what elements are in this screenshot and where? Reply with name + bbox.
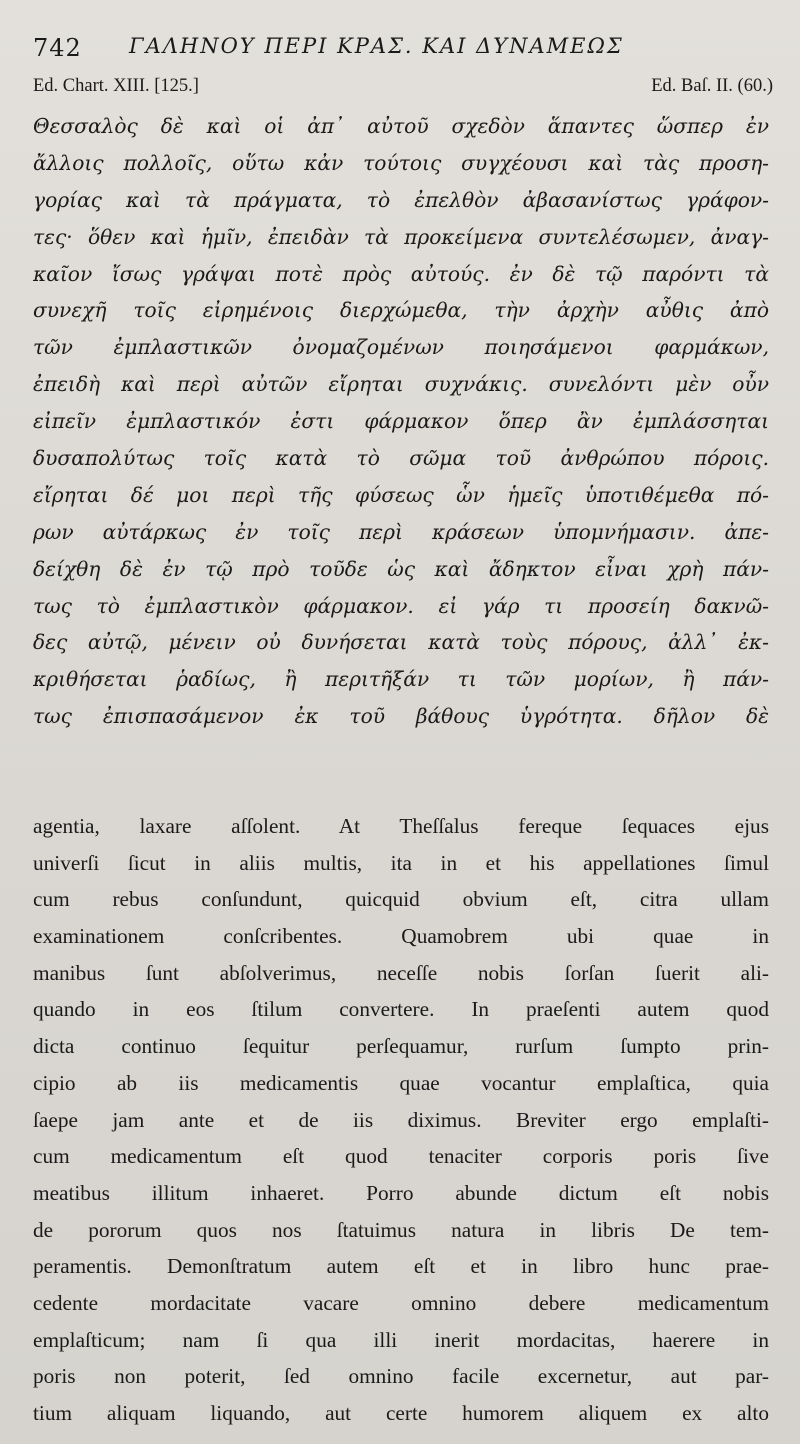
latin-text-line: meatibus illitum inhaeret. Porro abunde dictum eſt nobis: [33, 1180, 769, 1205]
greek-text-line: δείχθη δὲ ἐν τῷ πρὸ τοῦδε ὡς καὶ ἄδηκτον εἶναι χρὴ πάν-: [33, 556, 769, 581]
edition-reference-chartier: Ed. Chart. XIII. [125.]: [33, 76, 199, 96]
greek-text-line: εἰπεῖν ἐμπλαστικόν ἐστι φάρμακον ὅπερ ἂν ἐμπλάσσηται: [33, 409, 769, 434]
greek-text-line: δυσαπολύτως τοῖς κατὰ τὸ σῶμα τοῦ ἀνθρώπου πόροις.: [33, 446, 769, 471]
latin-text-line: poris non poterit, ſed omnino facile excernetur, aut par-: [33, 1364, 769, 1389]
greek-text-line: καῖον ἴσως γράψαι ποτὲ πρὸς αὐτούς. ἐν δὲ τῷ παρόντι τὰ: [33, 261, 769, 286]
greek-text-line: Θεσσαλὸς δὲ καὶ οἱ ἀπ᾿ αὐτοῦ σχεδὸν ἅπαντες ὥσπερ ἐν: [33, 114, 769, 138]
latin-text-line: emplaſticum; nam ſi qua illi inerit mordacitas, haerere in: [33, 1327, 769, 1352]
greek-text-line: ἄλλοις πολλοῖς, οὕτω κἀν τούτοις συγχέουσι καὶ τὰς προση-: [33, 150, 769, 175]
latin-text-line: peramentis. Demonſtratum autem eſt et in libro hunc prae-: [33, 1254, 769, 1279]
latin-text-line: quando in eos ſtilum convertere. In praeſenti autem quod: [33, 997, 769, 1022]
greek-text-line: δες αὐτῷ, μένειν οὐ δυνήσεται κατὰ τοὺς πόρους, ἀλλ᾿ ἐκ-: [33, 630, 769, 655]
running-header: [33, 30, 773, 66]
latin-text-block: [33, 808, 769, 1432]
greek-text-line: συνεχῆ τοῖς εἰρημένοις διερχώμεθα, τὴν ἀρχὴν αὖθις ἀπὸ: [33, 298, 769, 323]
latin-text-line: cedente mordacitate vacare omnino debere medicamentum: [33, 1290, 769, 1315]
latin-text-line: ſaepe jam ante et de iis diximus. Breviter ergo emplaſti-: [33, 1107, 769, 1132]
greek-text-line: γορίας καὶ τὰ πράγματα, τὸ ἐπελθὸν ἀβασανίστως γράφον-: [33, 187, 769, 212]
latin-text-line: univerſi ſicut in aliis multis, ita in et his appellationes ſimul: [33, 850, 769, 875]
greek-text-line: τῶν ἐμπλαστικῶν ὀνομαζομένων ποιησάμενοι φαρμάκων,: [33, 335, 769, 360]
greek-text-line: τως ἐπισπασάμενον ἐκ τοῦ βάθους ὑγρότητα. δῆλον δὲ: [33, 704, 769, 729]
greek-text-line: τως τὸ ἐμπλαστικὸν φάρμακον. εἰ γάρ τι προσείη δακνῶ-: [33, 593, 769, 618]
greek-text-line: τες· ὅθεν καὶ ἡμῖν, ἐπειδὰν τὰ προκείμενα συντελέσωμεν, ἀναγ-: [33, 224, 769, 249]
latin-text-line: examinationem conſcribentes. Quamobrem ubi quae in: [33, 924, 769, 949]
greek-text-line: κριθήσεται ῥαδίως, ἢ περιτῆξάν τι τῶν μορίων, ἢ πάν-: [33, 667, 769, 692]
greek-text-block: [33, 108, 769, 735]
greek-text-line: ἐπειδὴ καὶ περὶ αὐτῶν εἴρηται συχνάκις. συνελόντι μὲν οὖν: [33, 372, 769, 397]
latin-text-line: dicta continuo ſequitur perſequamur, rurſum ſumpto prin-: [33, 1034, 769, 1059]
latin-text-line: cum medicamentum eſt quod tenaciter corporis poris ſive: [33, 1144, 769, 1169]
latin-text-line: tium aliquam liquando, aut certe humorem aliquem ex alto: [33, 1401, 769, 1425]
greek-text-line: εἴρηται δέ μοι περὶ τῆς φύσεως ὧν ἡμεῖς ὑποτιθέμεθα πό-: [33, 482, 769, 507]
latin-text-line: manibus ſunt abſolverimus, neceſſe nobis ſorſan ſuerit ali-: [33, 960, 769, 985]
greek-text-line: ρων αὐτάρκως ἐν τοῖς περὶ κράσεων ὑπομνήμασιν. ἀπε-: [33, 519, 769, 544]
edition-references: [33, 76, 773, 104]
running-title: ΓΑΛΗΝΟΥ ΠΕΡΙ ΚΡΑΣ. ΚΑΙ ΔΥΝΑΜΕΩΣ: [129, 34, 624, 58]
latin-text-line: agentia, laxare aſſolent. At Theſſalus fereque ſequaces ejus: [33, 814, 769, 838]
edition-reference-basel: Ed. Baſ. II. (60.): [651, 76, 773, 96]
page-number: 742: [33, 34, 82, 62]
latin-text-line: cipio ab iis medicamentis quae vocantur emplaſtica, quia: [33, 1070, 769, 1095]
latin-text-line: cum rebus conſundunt, quicquid obvium eſt, citra ullam: [33, 887, 769, 912]
latin-text-line: de pororum quos nos ſtatuimus natura in libris De tem-: [33, 1217, 769, 1242]
